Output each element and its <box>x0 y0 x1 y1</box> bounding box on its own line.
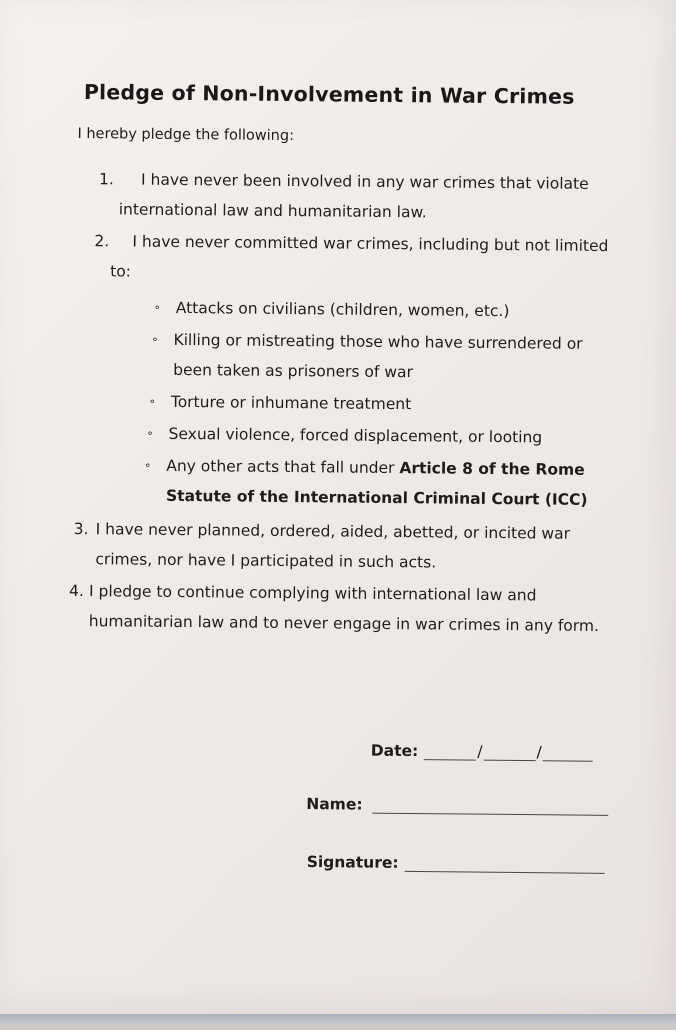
pledge-number: 1. <box>98 170 114 189</box>
date-year-field[interactable] <box>543 746 593 761</box>
pledge-text: I have never been involved in any war crimes that violate international law and humanitarian law. <box>118 170 589 222</box>
subitem-text: Sexual violence, forced displacement, or looting <box>168 424 543 447</box>
hollow-bullet-icon: ∘ <box>146 426 154 440</box>
date-label: Date: <box>370 741 419 761</box>
hollow-bullet-icon: ∘ <box>148 394 156 408</box>
name-row <box>306 795 608 816</box>
hollow-bullet-icon: ∘ <box>151 332 159 346</box>
pledge-text: I have never committed war crimes, including but not limited to: <box>110 232 609 281</box>
pledge-text: I pledge to continue complying with international law and humanitarian law and to never engage in war crimes in any form. <box>88 582 600 636</box>
pledge-number: 3. <box>73 519 89 539</box>
rome-statute-reference: Article 8 of the Rome Statute of the International Criminal Court (ICC) <box>165 459 588 509</box>
subitem-text: Torture or inhumane treatment <box>170 392 412 414</box>
subitem-text: Killing or mistreating those who have surrendered or been taken as prisoners of war <box>173 330 583 382</box>
name-label: Name: <box>306 794 363 814</box>
pledge-number: 2. <box>94 232 110 251</box>
subitem-text: Attacks on civilians (children, women, etc.) <box>175 298 510 321</box>
document-title: Pledge of Non-Involvement in War Crimes <box>83 80 575 109</box>
signature-label: Signature: <box>306 852 399 872</box>
date-separator: / <box>477 742 483 761</box>
pledge-number: 4. <box>69 581 84 601</box>
hollow-bullet-icon: ∘ <box>153 300 161 314</box>
pledge-text: I have never planned, ordered, aided, abetted, or incited war crimes, nor have I participated in such acts. <box>95 520 571 572</box>
intro-text: I hereby pledge the following: <box>77 125 295 145</box>
name-field[interactable] <box>373 799 609 816</box>
date-month-field[interactable] <box>483 746 535 761</box>
date-separator: / <box>536 743 542 762</box>
date-day-field[interactable] <box>424 745 476 760</box>
date-row <box>371 742 593 762</box>
signature-row <box>307 853 605 874</box>
hollow-bullet-icon: ∘ <box>144 458 152 472</box>
subitem-text: Any other acts that fall under <box>166 456 400 478</box>
signature-field[interactable] <box>405 857 605 874</box>
